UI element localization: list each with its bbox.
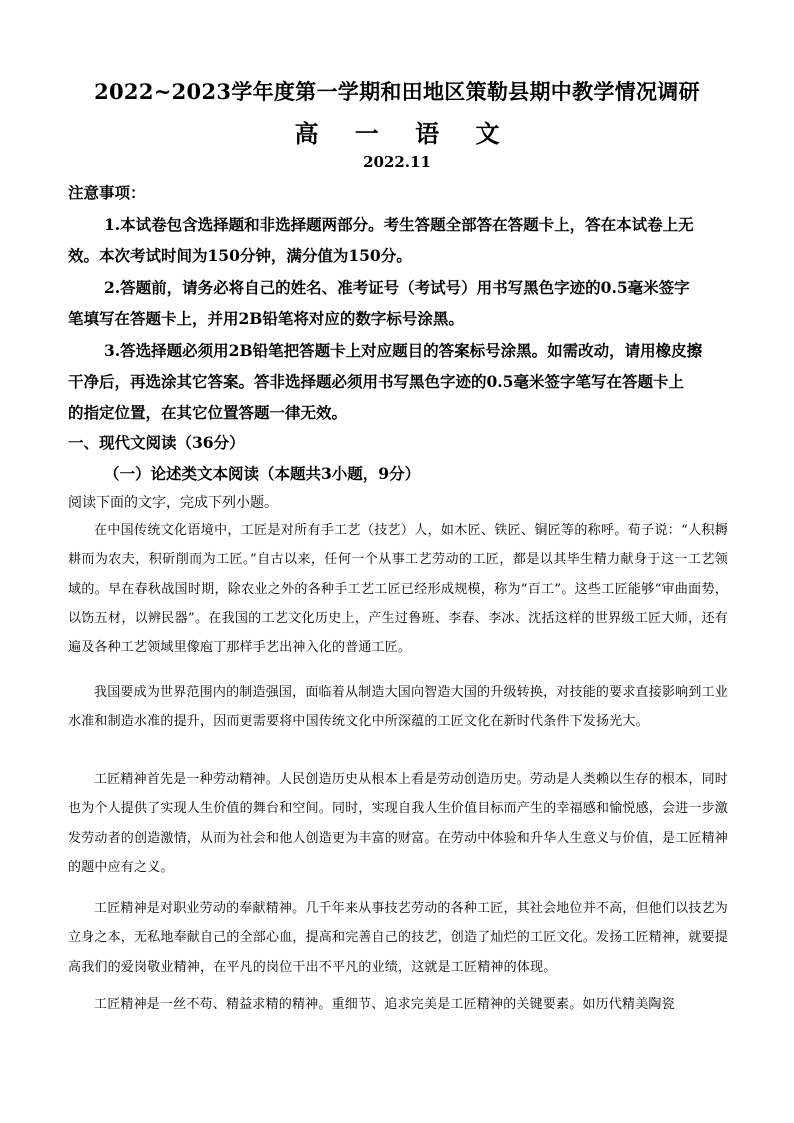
notice-line: 干净后，再选涂其它答案。答非选择题必须用书写黑色字迹的0.5毫米签字笔写在答题卡上 [68, 372, 684, 391]
section-heading: 一、现代文阅读（36分） [68, 433, 245, 452]
passage-paragraph: 在中国传统文化语境中，工匠是对所有手工艺（技艺）人，如木匠、铁匠、铜匠等的称呼。荀子说：“人积耨耕而为农夫，积斫削而为工匠。”自古以来，任何一个从事工艺劳动的工匠，都是以其毕生精力献身于这一工艺领域的。早在春秋战国时期，除农业之外的各种手工艺工匠已经形成规模，称为“百工”。这些工匠能够“审曲面势，以饬五材，以辨民器”。在我国的工艺文化历史上，产生过鲁班、李春、李冰、沈括这样的世界级工匠大师，还有遍及各种工艺领域里像庖丁那样手艺出神入化的普通工匠。 [68, 523, 728, 656]
passage-paragraph: 工匠精神首先是一种劳动精神。人民创造历史从根本上看是劳动创造历史。劳动是人类赖以生存的根本，同时也为个人提供了实现人生价值的舞台和空间。同时，实现自我人生价值目标而产生的幸福感和愉悦感，会进一步激发劳动者的创造激情，从而为社会和他人创造更为丰富的财富。在劳动中体验和升华人生意义与价值，是工匠精神的题中应有之义。 [68, 772, 729, 875]
notice-line: 3.答选择题必须用2B铅笔把答题卡上对应题目的答案标号涂黑。如需改动，请用橡皮擦 [104, 341, 703, 360]
subject-title: 高 一 语 文 [294, 119, 514, 148]
notice-line: 效。本次考试时间为150分钟，满分值为150分。 [68, 246, 412, 265]
exam-title: 2022~2023学年度第一学期和田地区策勒县期中教学情况调研 [94, 79, 700, 104]
notice-line: 笔填写在答题卡上，并用2B铅笔将对应的数字标号涂黑。 [68, 309, 464, 328]
notice-heading: 注意事项： [68, 183, 146, 202]
passage-paragraph: 工匠精神是一丝不苟、精益求精的精神。重细节、追求完美是工匠精神的关键要素。如历代精美陶瓷 [94, 997, 675, 1012]
subsection-heading: （一）论述类文本阅读（本题共3小题，9分） [104, 464, 421, 483]
passage-paragraph: 我国要成为世界范围内的制造强国，面临着从制造大国向智造大国的升级转换，对技能的要求直接影响到工业水准和制造水准的提升，因而更需要将中国传统文化中所深蕴的工匠文化在新时代条件下发扬光大。 [68, 685, 728, 730]
passage-paragraph: 工匠精神是对职业劳动的奉献精神。几千年来从事技艺劳动的各种工匠，其社会地位并不高，但他们以技艺为立身之本，无私地奉献自己的全部心血，提高和完善自己的技艺，创造了灿烂的工匠文化。发扬工匠精神，就要提高我们的爱岗敬业精神，在平凡的岗位干出不平凡的业绩，这就是工匠精神的体现。 [68, 901, 729, 975]
notice-line: 1.本试卷包含选择题和非选择题两部分。考生答题全部答在答题卡上，答在本试卷上无 [104, 215, 694, 234]
reading-instruction: 阅读下面的文字，完成下列小题。 [68, 495, 278, 511]
exam-date: 2022.11 [363, 153, 431, 171]
notice-line: 的指定位置，在其它位置答题一律无效。 [68, 403, 348, 422]
notice-line: 2.答题前，请务必将自己的姓名、准考证号（考试号）用书写黑色字迹的0.5毫米签字 [104, 278, 690, 297]
